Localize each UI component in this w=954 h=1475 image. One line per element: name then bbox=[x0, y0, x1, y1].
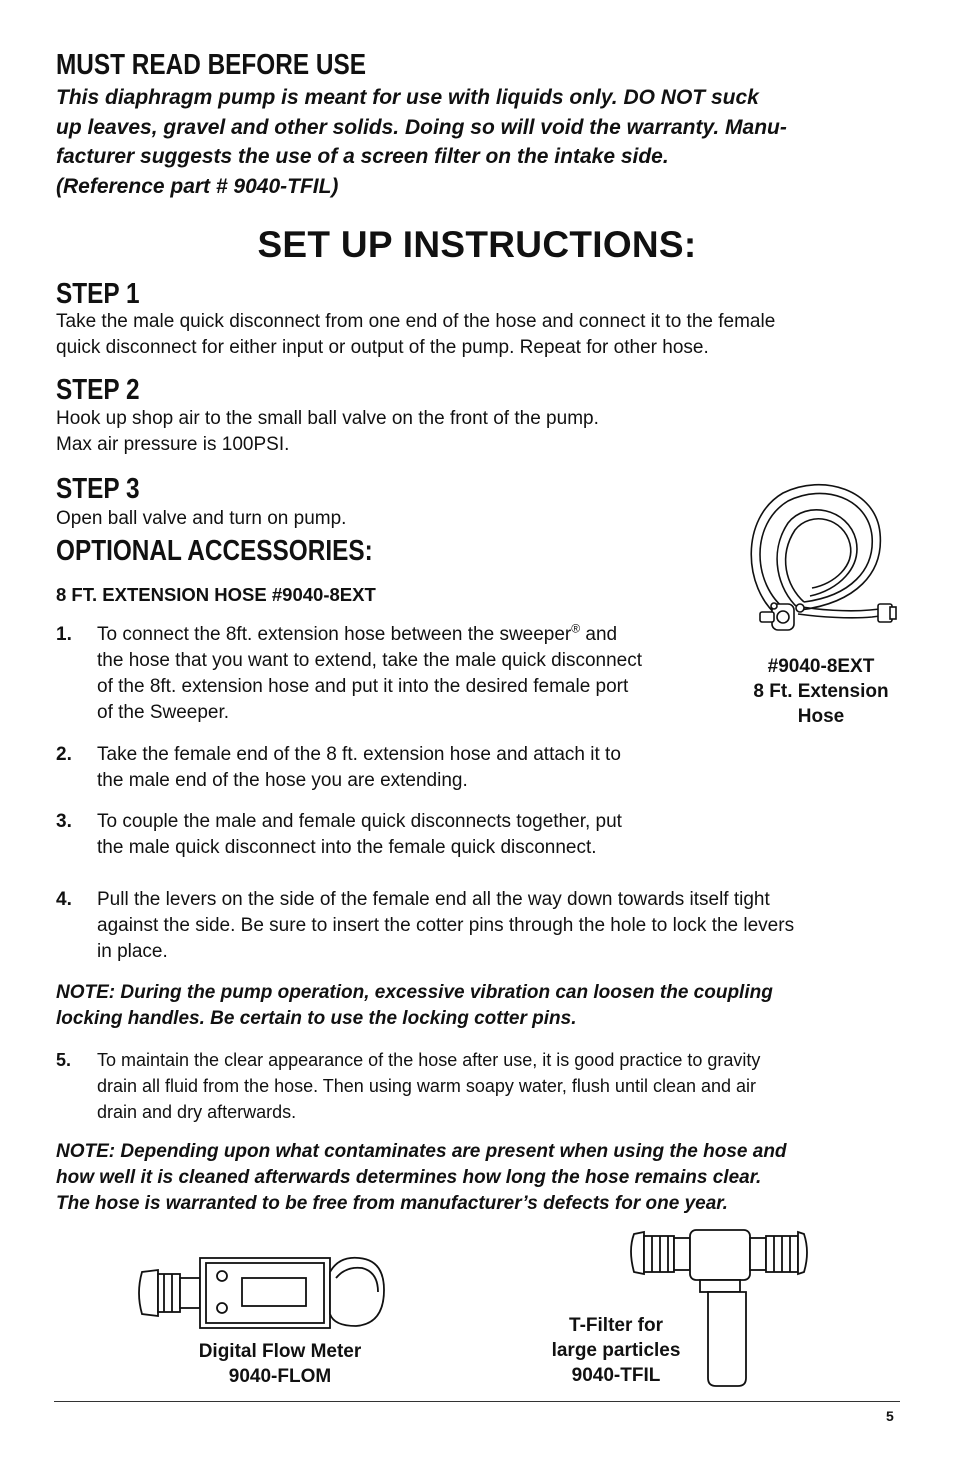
list-item bbox=[56, 1047, 760, 1125]
item-line: in place. bbox=[97, 941, 168, 962]
note-vibration bbox=[56, 980, 773, 1032]
warning-line: (Reference part # 9040-TFIL) bbox=[56, 174, 339, 198]
registered-mark: ® bbox=[571, 621, 581, 636]
page-title: SET UP INSTRUCTIONS: bbox=[257, 224, 697, 265]
warning-line: This diaphragm pump is meant for use with liquids only. DO NOT suck bbox=[56, 86, 759, 109]
note-warranty bbox=[56, 1139, 787, 1217]
caption-line: 9040-TFIL bbox=[571, 1365, 661, 1386]
caption-line: large particles bbox=[551, 1340, 681, 1361]
note-line: The hose is warranted to be free from manufacturer’s defects for one year. bbox=[56, 1193, 728, 1214]
note-line: locking handles. Be certain to use the locking cotter pins. bbox=[56, 1008, 577, 1029]
caption-line: #9040-8EXT bbox=[767, 656, 875, 677]
item-text: and bbox=[580, 624, 618, 645]
item-line: To maintain the clear appearance of the hose after use, it is good practice to gravity bbox=[97, 1050, 761, 1070]
warning-text bbox=[56, 83, 906, 201]
warning-line: facturer suggests the use of a screen filter on the intake side. bbox=[56, 145, 669, 168]
item-text: To connect the 8ft. extension hose between the sweeper bbox=[97, 624, 572, 645]
list-item bbox=[56, 809, 622, 861]
flow-meter-illustration bbox=[134, 1254, 388, 1332]
item-line: of the Sweeper. bbox=[97, 702, 230, 723]
item-line: against the side. Be sure to insert the cotter pins through the hole to lock the levers bbox=[97, 915, 795, 936]
page-number: 5 bbox=[886, 1408, 894, 1424]
caption-line: T-Filter for bbox=[569, 1315, 663, 1336]
note-line: how well it is cleaned afterwards determines how long the hose remains clear. bbox=[56, 1167, 762, 1188]
item-line: drain and dry afterwards. bbox=[97, 1102, 297, 1122]
step-line: quick disconnect for either input or output of the pump. Repeat for other hose. bbox=[56, 337, 709, 358]
accessories-heading: OPTIONAL ACCESSORIES: bbox=[56, 535, 373, 567]
item-line: the male end of the hose you are extending. bbox=[97, 770, 468, 791]
accessory-subheading: 8 FT. EXTENSION HOSE #9040-8EXT bbox=[56, 584, 376, 605]
note-line: NOTE: During the pump operation, excessive vibration can loosen the coupling bbox=[56, 982, 773, 1003]
extension-hose-illustration bbox=[738, 478, 898, 648]
item-number: 3. bbox=[56, 811, 72, 832]
step-2-text bbox=[56, 406, 599, 458]
item-line: Pull the levers on the side of the female end all the way down towards itself tight bbox=[97, 889, 770, 910]
item-line: of the 8ft. extension hose and put it into the desired female port bbox=[97, 676, 629, 697]
t-filter-caption bbox=[530, 1313, 702, 1388]
step-line: Max air pressure is 100PSI. bbox=[56, 434, 290, 455]
caption-line: 9040-FLOM bbox=[228, 1366, 332, 1387]
caption-line: 8 Ft. Extension bbox=[753, 681, 889, 702]
caption-line: Digital Flow Meter bbox=[198, 1341, 362, 1362]
step-line: Hook up shop air to the small ball valve on the front of the pump. bbox=[56, 408, 599, 429]
item-line: the hose that you want to extend, take the male quick disconnect bbox=[97, 650, 643, 671]
item-line: drain all fluid from the hose. Then using warm soapy water, flush until clean and air bbox=[97, 1076, 757, 1096]
step-3-text bbox=[56, 506, 346, 532]
step-line: Open ball valve and turn on pump. bbox=[56, 508, 347, 529]
step-1-text bbox=[56, 309, 775, 361]
step-line: Take the male quick disconnect from one end of the hose and connect it to the female bbox=[56, 311, 776, 332]
list-item bbox=[56, 622, 642, 726]
item-line bbox=[97, 622, 642, 648]
warning-line: up leaves, gravel and other solids. Doing so will void the warranty. Manu- bbox=[56, 115, 787, 139]
step-1-heading: STEP 1 bbox=[56, 278, 140, 310]
caption-line: Hose bbox=[797, 706, 845, 727]
footer-divider bbox=[54, 1401, 900, 1402]
note-line: NOTE: Depending upon what contaminates are present when using the hose and bbox=[56, 1141, 787, 1162]
list-item bbox=[56, 742, 621, 794]
hose-caption bbox=[738, 654, 904, 729]
item-number: 1. bbox=[56, 624, 72, 645]
item-number: 4. bbox=[56, 889, 72, 910]
warning-heading: MUST READ BEFORE USE bbox=[56, 49, 366, 81]
item-number: 2. bbox=[56, 744, 72, 765]
step-3-heading: STEP 3 bbox=[56, 473, 140, 505]
item-number: 5. bbox=[56, 1050, 72, 1070]
item-line: Take the female end of the 8 ft. extension hose and attach it to bbox=[97, 744, 621, 765]
item-line: the male quick disconnect into the female quick disconnect. bbox=[97, 837, 597, 858]
flow-meter-caption bbox=[170, 1339, 390, 1389]
item-line: To couple the male and female quick disconnects together, put bbox=[97, 811, 622, 832]
list-item bbox=[56, 887, 794, 965]
step-2-heading: STEP 2 bbox=[56, 374, 140, 406]
